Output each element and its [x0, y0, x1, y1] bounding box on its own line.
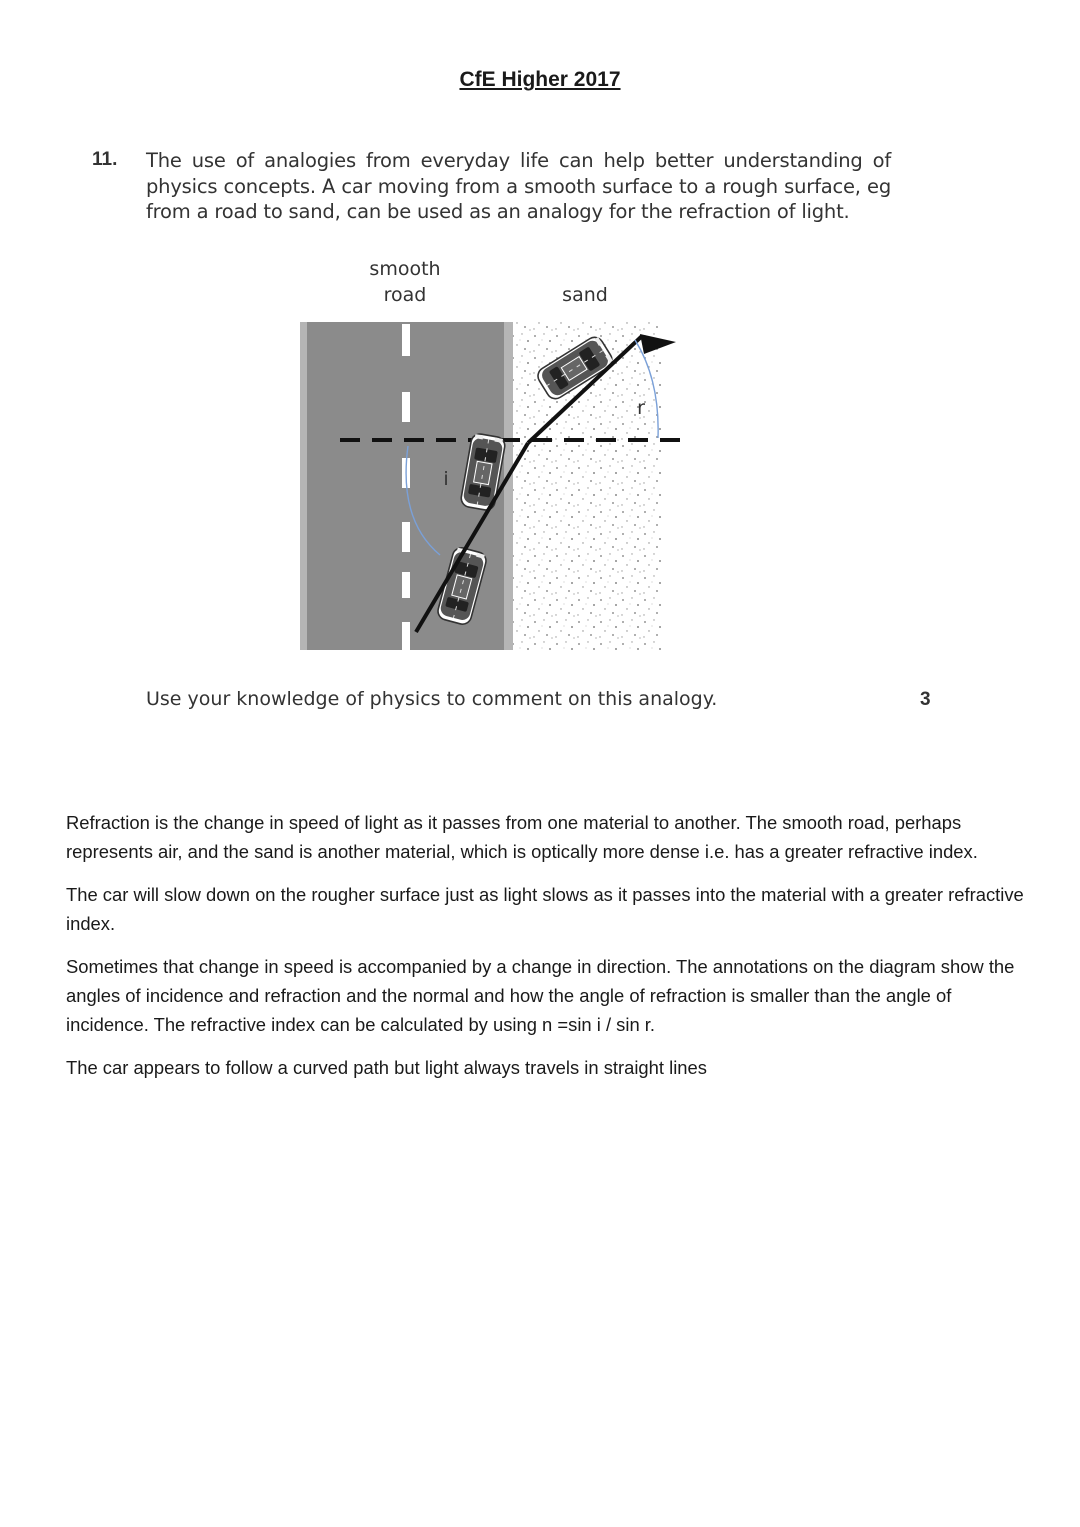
- answer-paragraph: The car will slow down on the rougher surface just as light slows as it passes into the material with a greater refractive index.: [66, 884, 1024, 934]
- label-smooth: smooth: [369, 258, 441, 280]
- label-road: road: [383, 284, 427, 306]
- answer-paragraph: Sometimes that change in speed is accompanied by a change in direction. The annotations on the diagram show the angles of incidence and refraction and the normal and how the angle of refraction is smaller than the angle of incidence. The refractive index can be calculated by using n =sin i / sin r.: [66, 956, 1015, 1035]
- angle-r-label: r: [637, 397, 645, 419]
- answer-paragraph: The car appears to follow a curved path but light always travels in straight lines: [66, 1057, 707, 1078]
- angle-i-label: i: [443, 468, 449, 490]
- question-prompt: Use your knowledge of physics to comment on this analogy.: [146, 688, 718, 710]
- label-sand: sand: [562, 284, 608, 306]
- question-text: The use of analogies from everyday life can help better understanding of physics concepts. A car moving from a smooth surface to a rough surface, eg from a road to sand, can be used as an analogy for the refraction of light.: [146, 149, 891, 223]
- question-number: 11.: [92, 149, 118, 170]
- refraction-diagram: [290, 310, 700, 660]
- page-title: CfE Higher 2017: [459, 68, 621, 91]
- answer-section: [66, 808, 1026, 1096]
- answer-paragraph: Refraction is the change in speed of light as it passes from one material to another. The smooth road, perhaps represents air, and the sand is another material, which is optically more dense i.e. has a greater refractive index.: [66, 812, 978, 862]
- marks-value: 3: [920, 689, 931, 710]
